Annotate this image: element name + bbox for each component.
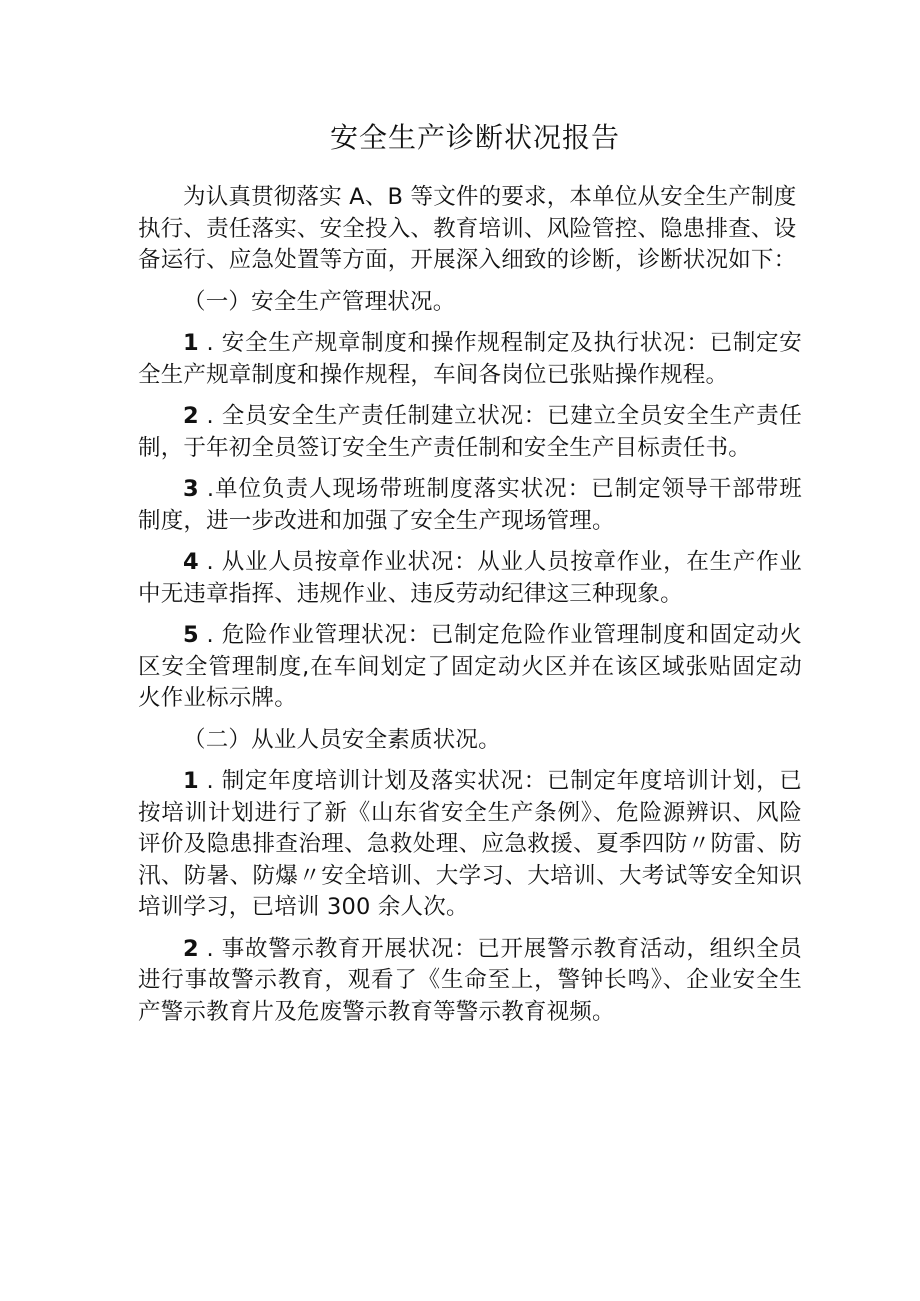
- item-text: . 全员安全生产责任制建立状况：已建立全员安全生产责任制，于年初全员签订安全生产责任制和安全生产目标责任书。: [138, 403, 802, 461]
- document-title: 安全生产诊断状况报告: [329, 121, 620, 154]
- list-item: [138, 474, 802, 537]
- item-number: 1: [183, 330, 199, 356]
- item-text: . 从业人员按章作业状况：从业人员按章作业，在生产作业中无违章指挥、违规作业、违反劳动纪律这三种现象。: [138, 549, 802, 607]
- intro-paragraph: 为认真贯彻落实 A、B 等文件的要求，本单位从安全生产制度执行、责任落实、安全投入、教育培训、风险管控、隐患排查、设备运行、应急处置等方面，开展深入细致的诊断，诊断状况如下：: [138, 184, 797, 273]
- item-number: 2: [183, 403, 199, 429]
- item-number: 5: [183, 622, 199, 648]
- list-item: [138, 328, 802, 391]
- item-text: . 事故警示教育开展状况：已开展警示教育活动，组织全员进行事故警示教育，观看了《生命至上，警钟长鸣》、企业安全生产警示教育片及危废警示教育等警示教育视频。: [138, 935, 802, 1025]
- item-text: . 安全生产规章制度和操作规程制定及执行状况：已制定安全生产规章制度和操作规程，车间各岗位已张贴操作规程。: [138, 330, 802, 388]
- item-text: . 制定年度培训计划及落实状况：已制定年度培训计划，已按培训计划进行了新《山东省安全生产条例》、危险源辨识、风险评价及隐患排查治理、急救处理、应急救援、夏季四防〃防雷、防汛、防暑、防爆〃安全培训、大学习、大培训、大考试等安全知识培训学习，已培训 300 余人次。: [138, 768, 802, 920]
- item-number: 1: [183, 768, 199, 794]
- section-heading-personnel: （二）从业人员安全素质状况。: [183, 726, 501, 753]
- section-heading-management: （一）安全生产管理状况。: [183, 288, 456, 315]
- item-number: 3: [183, 476, 199, 502]
- list-item: [138, 401, 802, 464]
- list-item: [138, 547, 802, 610]
- item-number: 2: [183, 935, 199, 962]
- item-text: . 危险作业管理状况：已制定危险作业管理制度和固定动火区安全管理制度,在车间划定了固定动火区并在该区域张贴固定动火作业标示牌。: [138, 622, 802, 711]
- list-item: [138, 620, 802, 715]
- item-number: 4: [183, 549, 199, 575]
- item-text: .单位负责人现场带班制度落实状况：已制定领导干部带班制度，进一步改进和加强了安全生产现场管理。: [138, 476, 802, 534]
- list-item: [138, 766, 802, 924]
- list-item: [138, 934, 802, 1029]
